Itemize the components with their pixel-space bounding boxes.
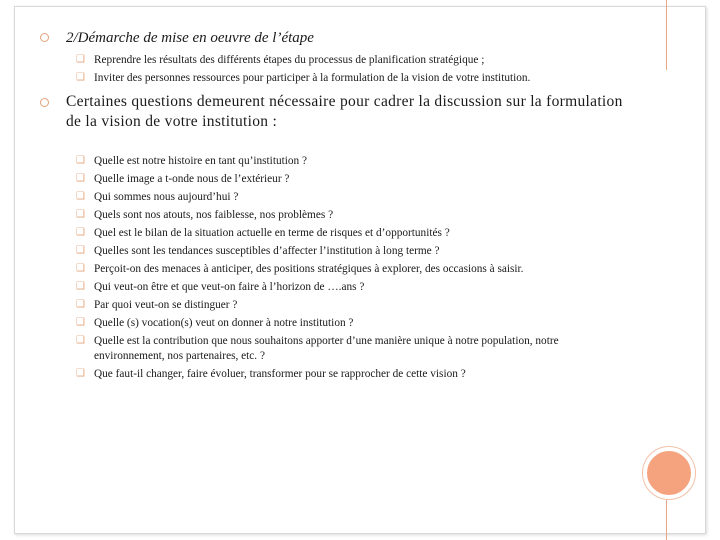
hollow-circle-icon xyxy=(40,98,49,107)
hollow-square-icon: ❑ xyxy=(76,54,85,65)
section-heading-row xyxy=(38,28,628,48)
section-questions xyxy=(38,92,628,383)
hollow-square-icon: ❑ xyxy=(76,191,85,202)
section-demarche xyxy=(38,28,628,87)
question-item xyxy=(38,365,628,383)
list-item-text: Inviter des personnes ressources pour participer à la formulation de la vision de votre institution. xyxy=(94,72,531,84)
question-text: Quelles sont les tendances susceptibles d’affecter l’institution à long terme ? xyxy=(94,245,440,257)
hollow-square-icon: ❑ xyxy=(76,227,85,238)
hollow-square-icon: ❑ xyxy=(76,209,85,220)
question-item xyxy=(38,314,628,332)
question-text: Par quoi veut-on se distinguer ? xyxy=(94,299,238,311)
hollow-circle-icon xyxy=(40,33,49,42)
question-item xyxy=(38,278,628,296)
demarche-list xyxy=(38,51,628,87)
decorative-rule-top xyxy=(666,0,667,70)
hollow-square-icon: ❑ xyxy=(76,72,85,83)
question-text: Quelle est la contribution que nous souhaitons apporter d’une manière unique à notre population, notre environnement, nos partenaires, etc. ? xyxy=(94,335,559,362)
questions-list xyxy=(38,152,628,383)
hollow-square-icon: ❑ xyxy=(76,299,85,310)
intro-paragraph-row xyxy=(38,92,628,132)
hollow-square-icon: ❑ xyxy=(76,368,85,379)
question-text: Perçoit-on des menaces à anticiper, des positions stratégiques à explorer, des occasions à saisir. xyxy=(94,263,524,275)
question-text: Quels sont nos atouts, nos faiblesse, nos problèmes ? xyxy=(94,209,334,221)
question-item xyxy=(38,188,628,206)
list-item xyxy=(38,69,628,87)
question-text: Quelle image a t-onde nous de l’extérieur ? xyxy=(94,173,290,185)
question-text: Quelle (s) vocation(s) veut on donner à notre institution ? xyxy=(94,317,354,329)
hollow-square-icon: ❑ xyxy=(76,155,85,166)
question-item xyxy=(38,152,628,170)
question-text: Qui veut-on être et que veut-on faire à l’horizon de ….ans ? xyxy=(94,281,365,293)
question-text: Qui sommes nous aujourd’hui ? xyxy=(94,191,239,203)
hollow-square-icon: ❑ xyxy=(76,263,85,274)
section-heading: 2/Démarche de mise en oeuvre de l’étape xyxy=(66,30,314,46)
intro-paragraph: Certaines questions demeurent nécessaire pour cadrer la discussion sur la formulation de la vision de votre institution : xyxy=(66,93,623,130)
question-item xyxy=(38,332,628,365)
question-text: Quel est le bilan de la situation actuelle en terme de risques et d’opportunités ? xyxy=(94,227,450,239)
list-item-text: Reprendre les résultats des différents étapes du processus de planification stratégique ; xyxy=(94,54,485,66)
hollow-square-icon: ❑ xyxy=(76,245,85,256)
question-text: Quelle est notre histoire en tant qu’institution ? xyxy=(94,155,308,167)
decorative-circle xyxy=(643,447,695,499)
hollow-square-icon: ❑ xyxy=(76,281,85,292)
question-text: Que faut-il changer, faire évoluer, transformer pour se rapprocher de cette vision ? xyxy=(94,368,466,380)
question-item xyxy=(38,170,628,188)
question-item xyxy=(38,296,628,314)
hollow-square-icon: ❑ xyxy=(76,335,85,346)
question-item xyxy=(38,224,628,242)
list-item xyxy=(38,51,628,69)
question-item xyxy=(38,260,628,278)
hollow-square-icon: ❑ xyxy=(76,173,85,184)
question-item xyxy=(38,242,628,260)
hollow-square-icon: ❑ xyxy=(76,317,85,328)
question-item xyxy=(38,206,628,224)
